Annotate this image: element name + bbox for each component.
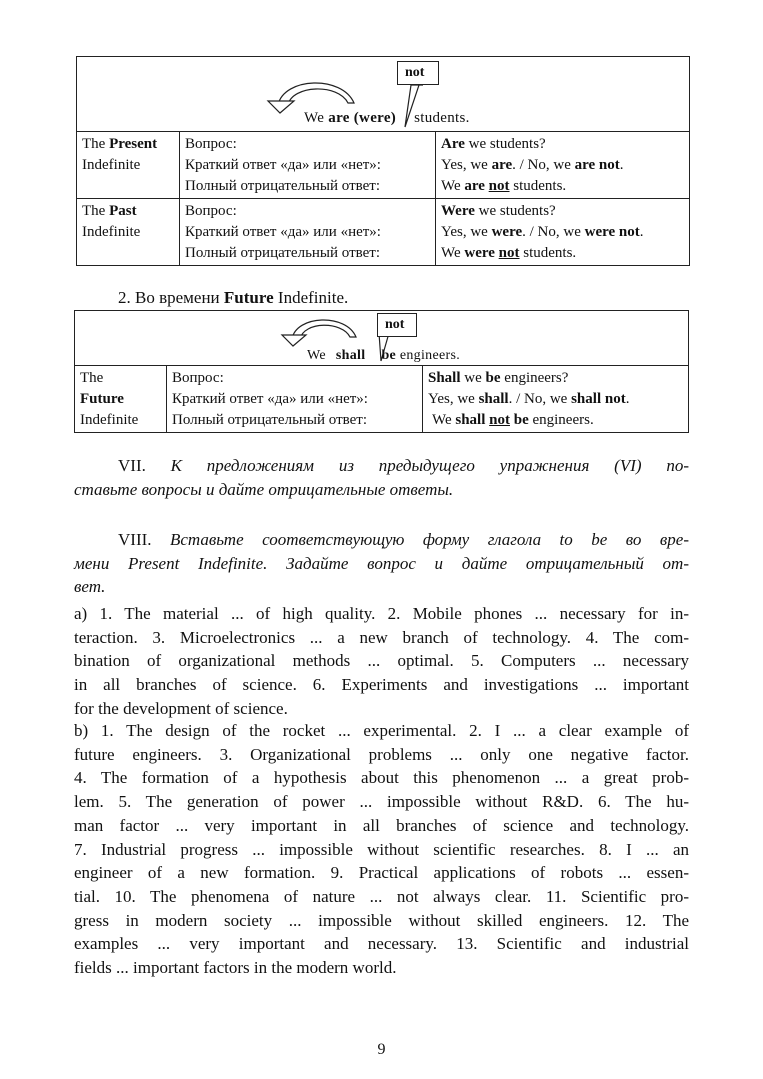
examples-cell: Were we students? Yes, we were. / No, we were not. We were not students. bbox=[436, 199, 690, 266]
labels-cell: Вопрос: Краткий ответ «да» или «нет»: Полный отрицательный ответ: bbox=[167, 366, 423, 433]
exercise-7: VII. К предложениям из предыдущего упражнения (VI) по- ставьте вопросы и дайте отрицательные ответы. bbox=[74, 456, 689, 499]
exercise-8-part-b: b) 1. The design of the rocket ... experimental. 2. I ... a clear example of future engineers. 3. Organizational problems ... only one negative factor. 4. The formation of a hypothesis about this phenomenon ... a great prob- lem. 5. The generation of power ... impossible without R&D. 6. The hu- man factor ... very important in all branches of science and technology. 7. Industrial progress ... impossible without scientific researches. 8. I ... an engineer of a new formation. 9. Practical applications of robots ... essen- tial. 10. The phenomena of nature ... not always clear. 11. Scientific pro- gress in modern society ... impossible without skilled engineers. 12. The examples ... very important and necessary. 13. Scientific and industrial fields ... important factors in the modern world. bbox=[74, 721, 689, 978]
labels-cell: Вопрос: Краткий ответ «да» или «нет»: Полный отрицательный ответ: bbox=[180, 132, 436, 199]
labels-cell: Вопрос: Краткий ответ «да» или «нет»: Полный отрицательный ответ: bbox=[180, 199, 436, 266]
tense-cell: The Past Indefinite bbox=[77, 199, 180, 266]
tense-cell: The Future Indefinite bbox=[75, 366, 167, 433]
diagram-cell bbox=[77, 57, 690, 132]
examples-cell: Are we students? Yes, we are. / No, we are not. We are not students. bbox=[436, 132, 690, 199]
not-callout-box: not bbox=[397, 61, 439, 85]
table-row-past bbox=[77, 199, 690, 266]
word-order-diagram bbox=[75, 311, 688, 365]
table-row-present bbox=[77, 132, 690, 199]
section-heading-future: 2. Во времени Future Indefinite. bbox=[118, 288, 349, 307]
to-be-present-past-table bbox=[76, 56, 690, 266]
tense-cell: The Present Indefinite bbox=[77, 132, 180, 199]
exercise-8: VIII. Вставьте соответствующую форму глагола to be во вре- мени Present Indefinite. Задайте вопрос и дайте отрицательный от- вет. bbox=[74, 530, 690, 597]
curved-arrow-icon bbox=[278, 313, 364, 347]
to-be-future-table bbox=[74, 310, 689, 433]
table-row-future bbox=[75, 366, 689, 433]
diagram-cell bbox=[75, 311, 689, 366]
diagram-sentence: We are (were) students. bbox=[304, 110, 470, 126]
not-callout-box: not bbox=[377, 313, 417, 337]
word-order-diagram bbox=[77, 57, 689, 131]
diagram-sentence: We shall be engineers. bbox=[307, 348, 461, 363]
exercise-8-part-a: a) 1. The material ... of high quality. 2. Mobile phones ... necessary for in- teraction. 3. Microelectronics ... a new branch of technology. 4. The com- bination of organizational methods ... optimal. 5. Computers ... necessary in all branches of science. 6. Experiments and investigations ... important for the development of science. bbox=[74, 604, 689, 718]
examples-cell: Shall we be engineers? Yes, we shall. / No, we shall not. We shall not be engineers. bbox=[423, 366, 689, 433]
page-number: 9 bbox=[377, 1041, 386, 1058]
